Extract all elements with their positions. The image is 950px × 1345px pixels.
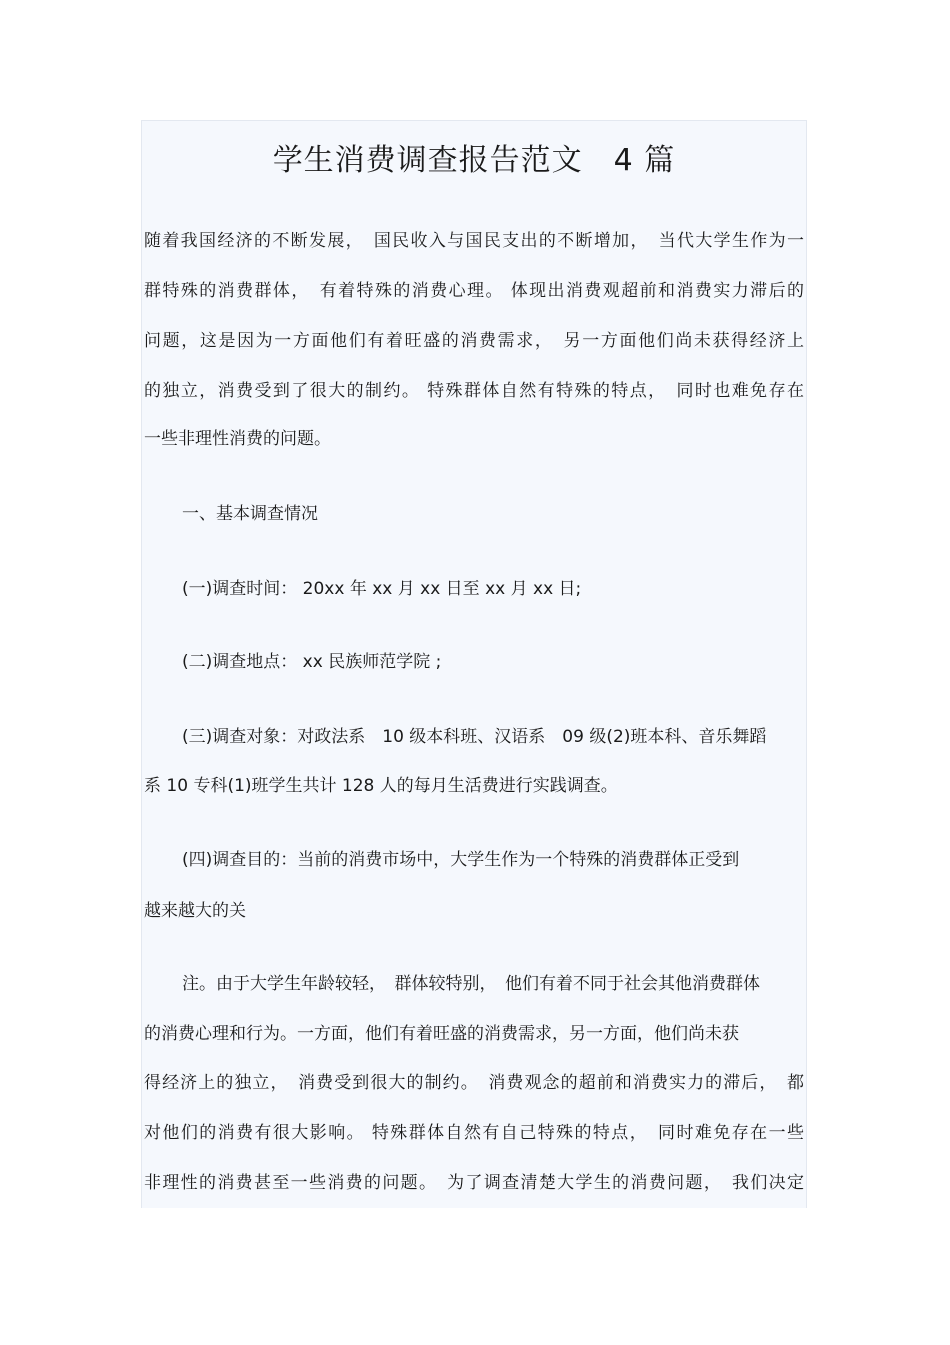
section-heading: 一、基本调查情况 <box>182 504 318 524</box>
survey-purpose-item: (四)调查目的：当前的消费市场中，大学生作为一个特殊的消费群体正受到 <box>182 850 740 870</box>
paragraph-line: 注。由于大学生年龄较轻， 群体较特别， 他们有着不同于社会其他消费群体 <box>182 974 760 994</box>
survey-purpose-item-cont: 越来越大的关 <box>144 901 246 921</box>
paragraph-line: 非理性的消费甚至一些消费的问题。 为了调查清楚大学生的消费问题， 我们决定 <box>144 1173 804 1193</box>
paragraph-line: 得经济上的独立， 消费受到很大的制约。 消费观念的超前和消费实力的滞后， 都 <box>144 1073 804 1093</box>
survey-subject-item: (三)调查对象：对政法系 10 级本科班、汉语系 09 级(2)班本科、音乐舞蹈 <box>182 727 767 747</box>
survey-time-item: (一)调查时间： 20xx 年 xx 月 xx 日至 xx 月 xx 日; <box>182 579 582 599</box>
document-content <box>141 120 807 1208</box>
document-title: 学生消费调查报告范文 4 篇 <box>272 143 676 178</box>
paragraph-line: 群特殊的消费群体， 有着特殊的消费心理。 体现出消费观超前和消费实力滞后的 <box>144 281 804 301</box>
survey-subject-item-cont: 系 10 专科(1)班学生共计 128 人的每月生活费进行实践调查。 <box>144 776 618 796</box>
paragraph-line: 随着我国经济的不断发展， 国民收入与国民支出的不断增加， 当代大学生作为一 <box>144 231 804 251</box>
paragraph-line: 的消费心理和行为。一方面，他们有着旺盛的消费需求，另一方面，他们尚未获 <box>144 1024 739 1044</box>
paragraph-line: 的独立，消费受到了很大的制约。 特殊群体自然有特殊的特点， 同时也难免存在 <box>144 381 804 401</box>
paragraph-line: 问题，这是因为一方面他们有着旺盛的消费需求， 另一方面他们尚未获得经济上 <box>144 331 804 351</box>
paragraph-line: 一些非理性消费的问题。 <box>144 429 331 449</box>
paragraph-line: 对他们的消费有很大影响。 特殊群体自然有自己特殊的特点， 同时难免存在一些 <box>144 1123 804 1143</box>
survey-place-item: (二)调查地点： xx 民族师范学院 ; <box>182 652 442 672</box>
